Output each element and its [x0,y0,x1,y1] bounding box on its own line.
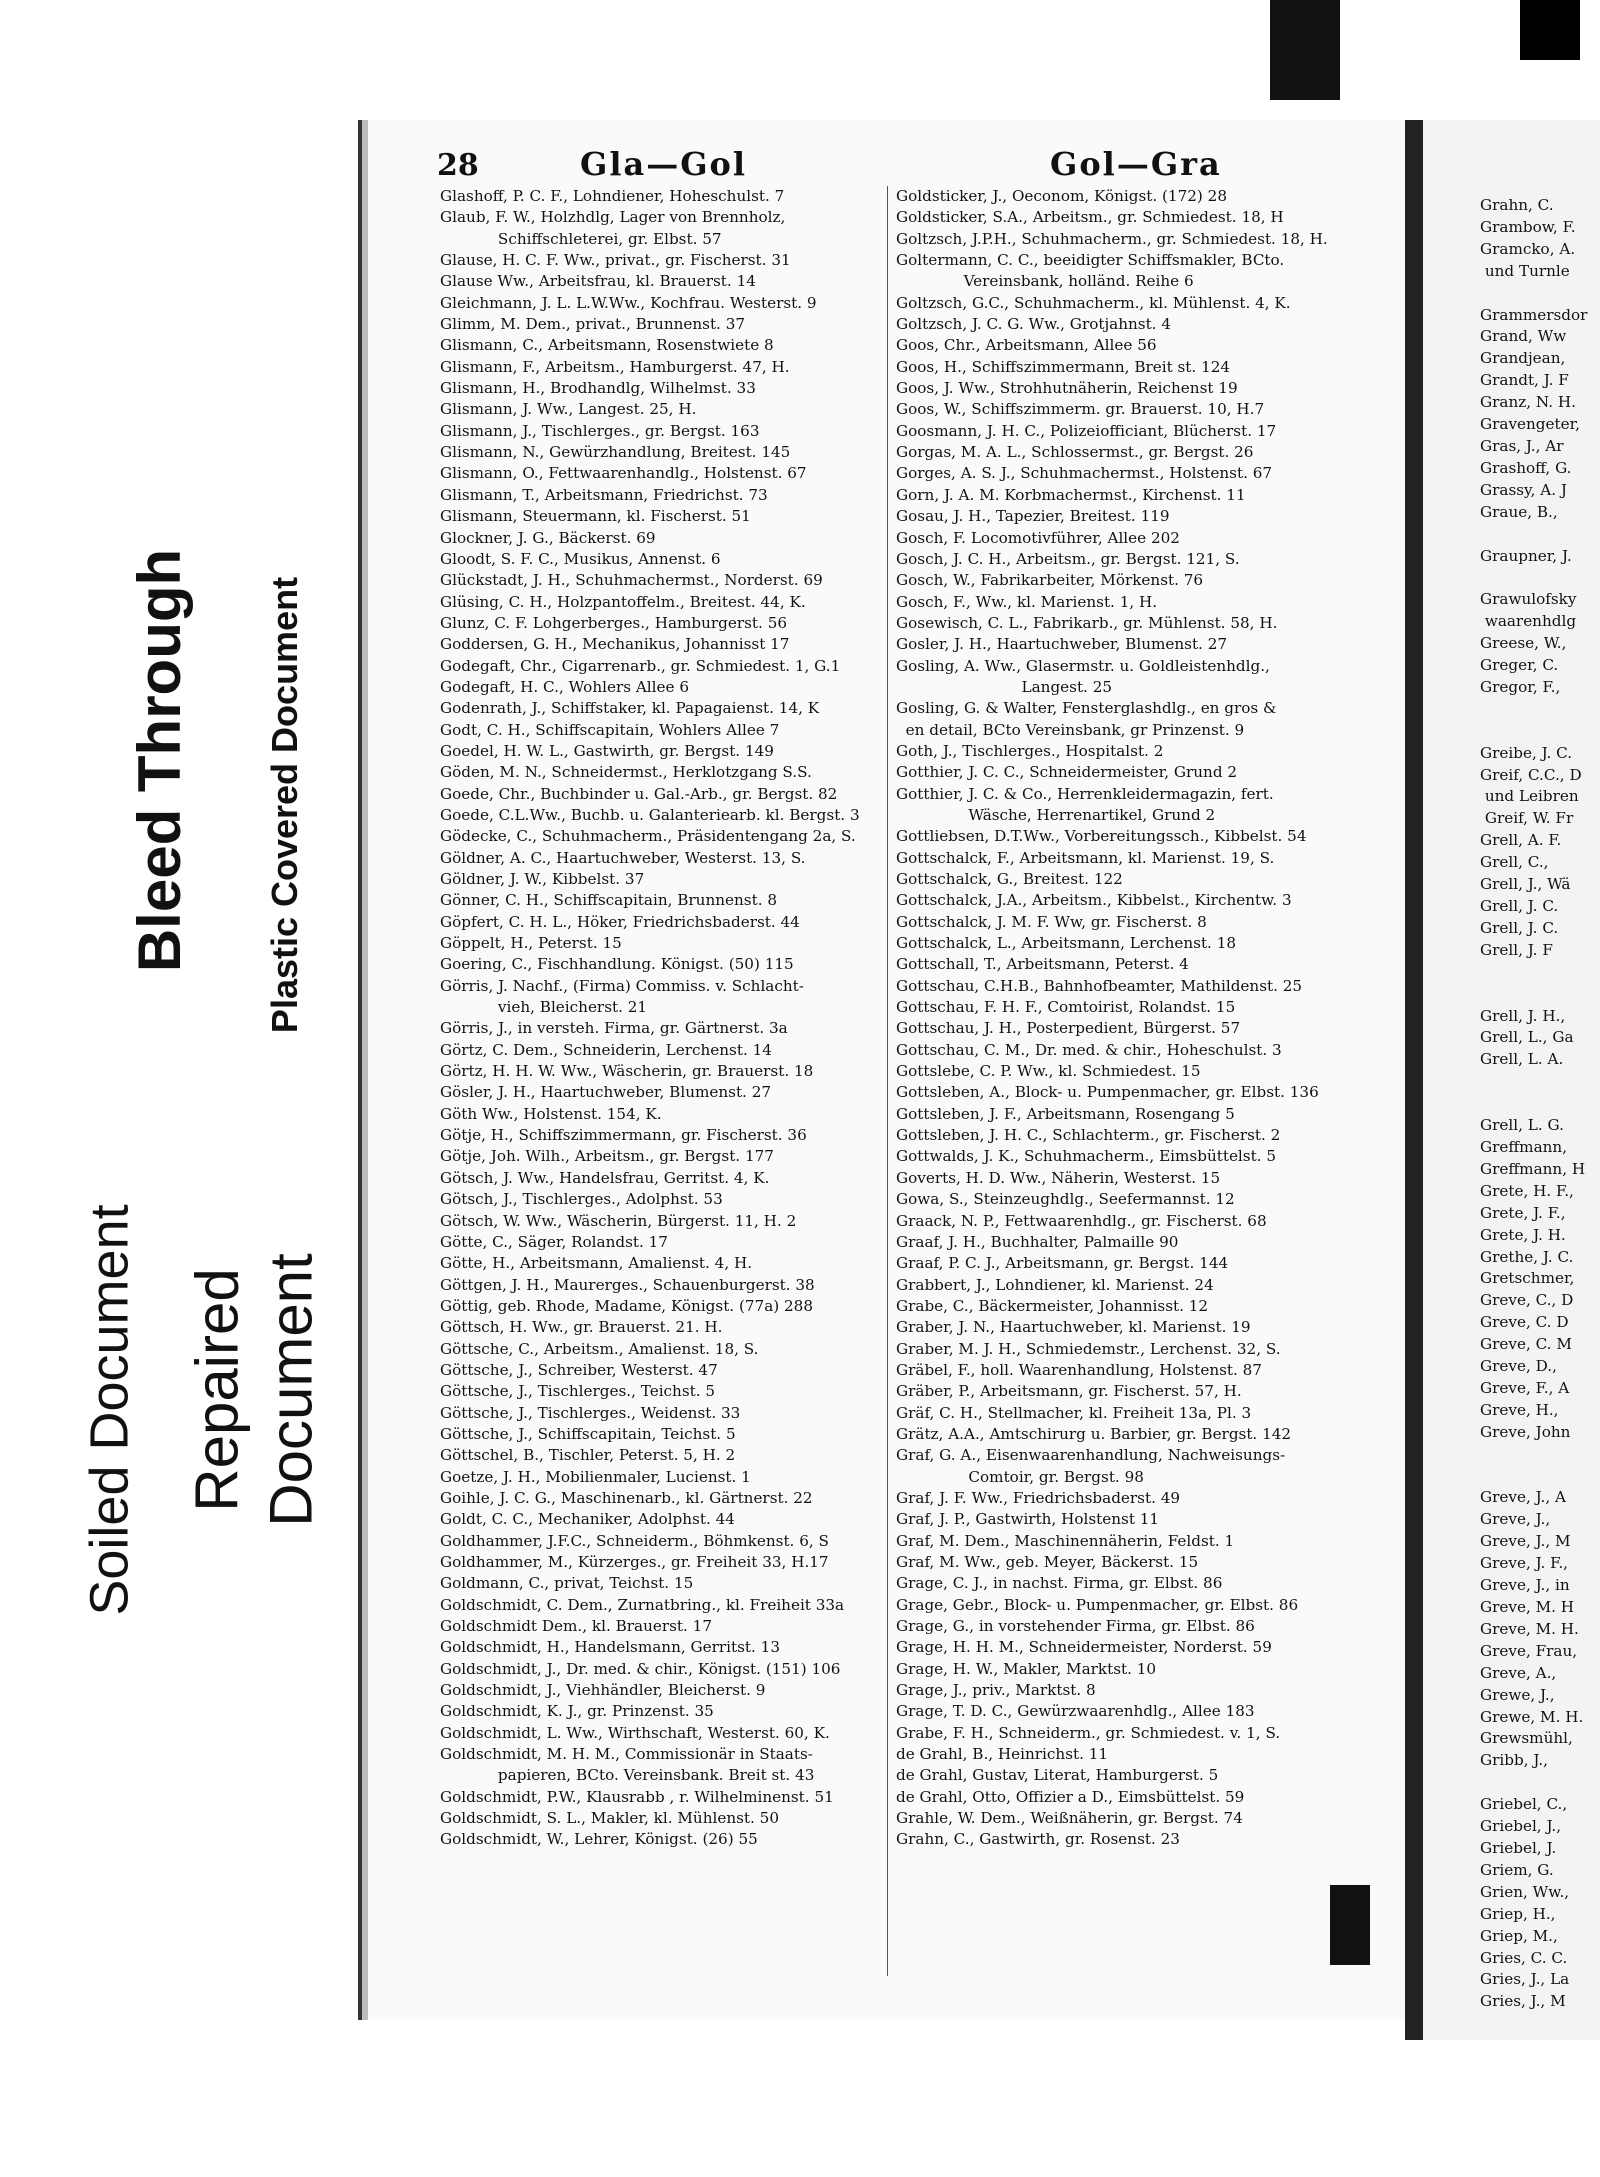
top-dark-strip [1270,0,1340,100]
top-corner-strip [1520,0,1580,60]
page-number: 28 [437,148,479,183]
repaired-document-text: Repaired Document [184,1253,325,1527]
bleed-through-label [100,470,220,1050]
plastic-covered-label [230,500,340,1110]
binding-block [1330,1885,1370,1965]
column-divider [887,186,888,1976]
plastic-covered-text: Plastic Covered Document [264,576,306,1034]
left-directory-column: Glashoff, P. C. F., Lohndiener, Hoheschulst. 7 Glaub, F. W., Holzhdlg, Lager von Brennholz, Schiffschleterei, gr. Elbst. 57 Glause, H. C. F. Ww., privat., gr. Fischerst. 31 Glause Ww., Arbeitsfrau, kl. Brauerst. 14 Gleichmann, J. L. L.W.Ww., Kochfrau. Westerst. 9 Glimm, M. Dem., privat., Brunnenst. 37 Glismann, C., Arbeitsmann, Rosenstwiete 8 Glismann, F., Arbeitsm., Hamburgerst. 47, H. Glismann, H., Brodhandlg, Wilhelmst. 33 Glismann, J. Ww., Langest. 25, H. Glismann, J., Tischlerges., gr. Bergst. 163 Glismann, N., Gewürzhandlung, Breitest. 145 Glismann, O., Fettwaarenhandlg., Holstenst. 67 Glismann, T., Arbeitsmann, Friedrichst. 73 Glismann, Steuermann, kl. Fischerst. 51 Glockner, J. G., Bäckerst. 69 Gloodt, S. F. C., Musikus, Annenst. 6 Glückstadt, J. H., Schuhmachermst., Norderst. 69 Glüsing, C. H., Holzpantoffelm., Breitest. 44, K. Glunz, C. F. Lohgerberges., Hamburgerst. 56 Goddersen, G. H., Mechanikus, Johannisst 17 Godegaft, Chr., Cigarrenarb., gr. Schmiedest. 1, G.1 Godegaft, H. C., Wohlers Allee 6 Godenrath, J., Schiffstaker, kl. Papagaienst. 14, K Godt, C. H., Schiffscapitain, Wohlers Allee 7 Goedel, H. W. L., Gastwirth, gr. Bergst. 149 Göden, M. N., Schneidermst., Herklotzgang S.S. Goede, Chr., Buchbinder u. Gal.-Arb., gr. Bergst. 82 Goede, C.L.Ww., Buchb. u. Galanteriearb. kl. Bergst. 3 Gödecke, C., Schuhmacherm., Präsidentengang 2a, S. Göldner, A. C., Haartuchweber, Westerst. 13, S. Göldner, J. W., Kibbelst. 37 Gönner, C. H., Schiffscapitain, Brunnenst. 8 Göpfert, C. H. L., Höker, Friedrichsbaderst. 44 Göppelt, H., Peterst. 15 Goering, C., Fischhandlung. Königst. (50) 115 Görris, J. Nachf., (Firma) Commiss. v. Schlacht- vieh, Bleicherst. 21 Görris, J., in versteh. Firma, gr. Gärtnerst. 3a Görtz, C. Dem., Schneiderin, Lerchenst. 14 Görtz, H. H. W. Ww., Wäscherin, gr. Brauerst. 18 Gösler, J. H., Haartuchweber, Blumenst. 27 Göth Ww., Holstenst. 154, K. Götje, H., Schiffszimmermann, gr. Fischerst. 36 Götje, Joh. Wilh., Arbeitsm., gr. Bergst. 177 Götsch, J. Ww., Handelsfrau, Gerritst. 4, K. Götsch, J., Tischlerges., Adolphst. 53 Götsch, W. Ww., Wäscherin, Bürgerst. 11, H. 2 Götte, C., Säger, Rolandst. 17 Götte, H., Arbeitsmann, Amalienst. 4, H. Göttgen, J. H., Maurerges., Schauenburgerst. 38 Göttig, geb. Rhode, Madame, Königst. (77a) 288 Göttsch, H. Ww., gr. Brauerst. 21. H. Göttsche, C., Arbeitsm., Amalienst. 18, S. Göttsche, J., Schreiber, Westerst. 47 Göttsche, J., Tischlerges., Teichst. 5 Göttsche, J., Tischlerges., Weidenst. 33 Göttsche, J., Schiffscapitain, Teichst. 5 Göttschel, B., Tischler, Peterst. 5, H. 2 Goetze, J. H., Mobilienmaler, Lucienst. 1 Goihle, J. C. G., Maschinenarb., kl. Gärtnerst. 22 Goldt, C. C., Mechaniker, Adolphst. 44 Goldhammer, J.F.C., Schneiderm., Böhmkenst. 6, S Goldhammer, M., Kürzerges., gr. Freiheit 33, H.17 Goldmann, C., privat, Teichst. 15 Goldschmidt, C. Dem., Zurnatbring., kl. Freiheit 33a Goldschmidt Dem., kl. Brauerst. 17 Goldschmidt, H., Handelsmann, Gerritst. 13 Goldschmidt, J., Dr. med. & chir., Königst. (151) 106 Goldschmidt, J., Viehhändler, Bleicherst. 9 Goldschmidt, K. J., gr. Prinzenst. 35 Goldschmidt, L. Ww., Wirthschaft, Westerst. 60, K. Goldschmidt, M. H. M., Commissionär in Staats- papieren, BCto. Vereinsbank. Breit st. 43 Goldschmidt, P.W., Klausrabb , r. Wilhelminenst. 51 Goldschmidt, S. L., Makler, kl. Mühlenst. 50 Goldschmidt, W., Lehrer, Königst. (26) 55 [440,187,860,1849]
facing-page-column: Grahn, C. Grambow, F. Gramcko, A. und Turnle Grammersdor Grand, Ww Grandjean, Grandt, J. F Granz, N. H. Gravengeter, Gras, J., Ar Grashoff, G. Grassy, A. J Graue, B., Graupner, J. Grawulofsky waarenhdlg Greese, W., Greger, C. Gregor, F., Greibe, J. C. Greif, C.C., D und Leibren Greif, W. Fr Grell, A. F. Grell, C., Grell, J., Wä Grell, J. C. Grell, J. C. Grell, J. F Grell, J. H., Grell, L., Ga Grell, L. A. Grell, L. G. Greffmann, Greffmann, H Grete, H. F., Grete, J. F., Grete, J. H. Grethe, J. C. Gretschmer, Greve, C., D Greve, C. D Greve, C. M Greve, D., Greve, F., A Greve, H., Greve, John Greve, J., A Greve, J., Greve, J., M Greve, J. F., Greve, J., in Greve, M. H Greve, M. H. Greve, Frau, Greve, A., Grewe, J., Grewe, M. H. Grewsmühl, Gribb, J., Griebel, C., Griebel, J., Griebel, J. Griem, G. Grien, Ww., Griep, H., Griep, M., Gries, C. C. Gries, J., La Gries, J., M [1480,196,1588,2011]
book-gutter [1405,120,1423,2040]
repaired-document-label [170,1160,340,1620]
soiled-document-label [60,1110,160,1710]
right-header-range: Gol—Gra [1050,145,1222,183]
right-directory-column: Goldsticker, J., Oeconom, Königst. (172) 28 Goldsticker, S.A., Arbeitsm., gr. Schmiedest. 18, H Goltzsch, J.P.H., Schuhmacherm., gr. Schmiedest. 18, H. Goltermann, C. C., beeidigter Schiffsmakler, BCto. Vereinsbank, holländ. Reihe 6 Goltzsch, G.C., Schuhmacherm., kl. Mühlenst. 4, K. Goltzsch, J. C. G. Ww., Grotjahnst. 4 Goos, Chr., Arbeitsmann, Allee 56 Goos, H., Schiffszimmermann, Breit st. 124 Goos, J. Ww., Strohhutnäherin, Reichenst 19 Goos, W., Schiffszimmerm. gr. Brauerst. 10, H.7 Goosmann, J. H. C., Polizeiofficiant, Blücherst. 17 Gorgas, M. A. L., Schlossermst., gr. Bergst. 26 Gorges, A. S. J., Schuhmachermst., Holstenst. 67 Gorn, J. A. M. Korbmachermst., Kirchenst. 11 Gosau, J. H., Tapezier, Breitest. 119 Gosch, F. Locomotivführer, Allee 202 Gosch, J. C. H., Arbeitsm., gr. Bergst. 121, S. Gosch, W., Fabrikarbeiter, Mörkenst. 76 Gosch, F., Ww., kl. Marienst. 1, H. Gosewisch, C. L., Fabrikarb., gr. Mühlenst. 58, H. Gosler, J. H., Haartuchweber, Blumenst. 27 Gosling, A. Ww., Glasermstr. u. Goldleistenhdlg., Langest. 25 Gosling, G. & Walter, Fensterglashdlg., en gros & en detail, BCto Vereinsbank, gr Prinzenst. 9 Goth, J., Tischlerges., Hospitalst. 2 Gotthier, J. C. C., Schneidermeister, Grund 2 Gotthier, J. C. & Co., Herrenkleidermagazin, fert. Wäsche, Herrenartikel, Grund 2 Gottliebsen, D.T.Ww., Vorbereitungssch., Kibbelst. 54 Gottschalck, F., Arbeitsmann, kl. Marienst. 19, S. Gottschalck, G., Breitest. 122 Gottschalck, J.A., Arbeitsm., Kibbelst., Kirchentw. 3 Gottschalck, J. M. F. Ww, gr. Fischerst. 8 Gottschalck, L., Arbeitsmann, Lerchenst. 18 Gottschall, T., Arbeitsmann, Peterst. 4 Gottschau, C.H.B., Bahnhofbeamter, Mathildenst. 25 Gottschau, F. H. F., Comtoirist, Rolandst. 15 Gottschau, J. H., Posterpedient, Bürgerst. 57 Gottschau, C. M., Dr. med. & chir., Hoheschulst. 3 Gottslebe, C. P. Ww., kl. Schmiedest. 15 Gottsleben, A., Block- u. Pumpenmacher, gr. Elbst. 136 Gottsleben, J. F., Arbeitsmann, Rosengang 5 Gottsleben, J. H. C., Schlachterm., gr. Fischerst. 2 Gottwalds, J. K., Schuhmacherm., Eimsbüttelst. 5 Goverts, H. D. Ww., Näherin, Westerst. 15 Gowa, S., Steinzeughdlg., Seefermannst. 12 Graack, N. P., Fettwaarenhdlg., gr. Fischerst. 68 Graaf, J. H., Buchhalter, Palmaille 90 Graaf, P. C. J., Arbeitsmann, gr. Bergst. 144 Grabbert, J., Lohndiener, kl. Marienst. 24 Grabe, C., Bäckermeister, Johannisst. 12 Graber, J. N., Haartuchweber, kl. Marienst. 19 Graber, M. J. H., Schmiedemstr., Lerchenst. 32, S. Gräbel, F., holl. Waarenhandlung, Holstenst. 87 Gräber, P., Arbeitsmann, gr. Fischerst. 57, H. Gräf, C. H., Stellmacher, kl. Freiheit 13a, Pl. 3 Grätz, A.A., Amtschirurg u. Barbier, gr. Bergst. 142 Graf, G. A., Eisenwaarenhandlung, Nachweisungs- Comtoir, gr. Bergst. 98 Graf, J. F. Ww., Friedrichsbaderst. 49 Graf, J. P., Gastwirth, Holstenst 11 Graf, M. Dem., Maschinennäherin, Feldst. 1 Graf, M. Ww., geb. Meyer, Bäckerst. 15 Grage, C. J., in nachst. Firma, gr. Elbst. 86 Grage, Gebr., Block- u. Pumpenmacher, gr. Elbst. 86 Grage, G., in vorstehender Firma, gr. Elbst. 86 Grage, H. H. M., Schneidermeister, Norderst. 59 Grage, H. W., Makler, Marktst. 10 Grage, J., priv., Marktst. 8 Grage, T. D. C., Gewürzwaarenhdlg., Allee 183 Grabe, F. H., Schneiderm., gr. Schmiedest. v. 1, S. de Grahl, B., Heinrichst. 11 de Grahl, Gustav, Literat, Hamburgerst. 5 de Grahl, Otto, Offizier a D., Eimsbüttelst. 59 Grahle, W. Dem., Weißnäherin, gr. Bergst. 74 Grahn, C., Gastwirth, gr. Rosenst. 23 [896,187,1328,1849]
soiled-document-text: Soiled Document [80,1204,141,1616]
left-header-range: Gla—Gol [580,145,748,183]
bleed-through-text: Bleed Through [126,548,194,972]
